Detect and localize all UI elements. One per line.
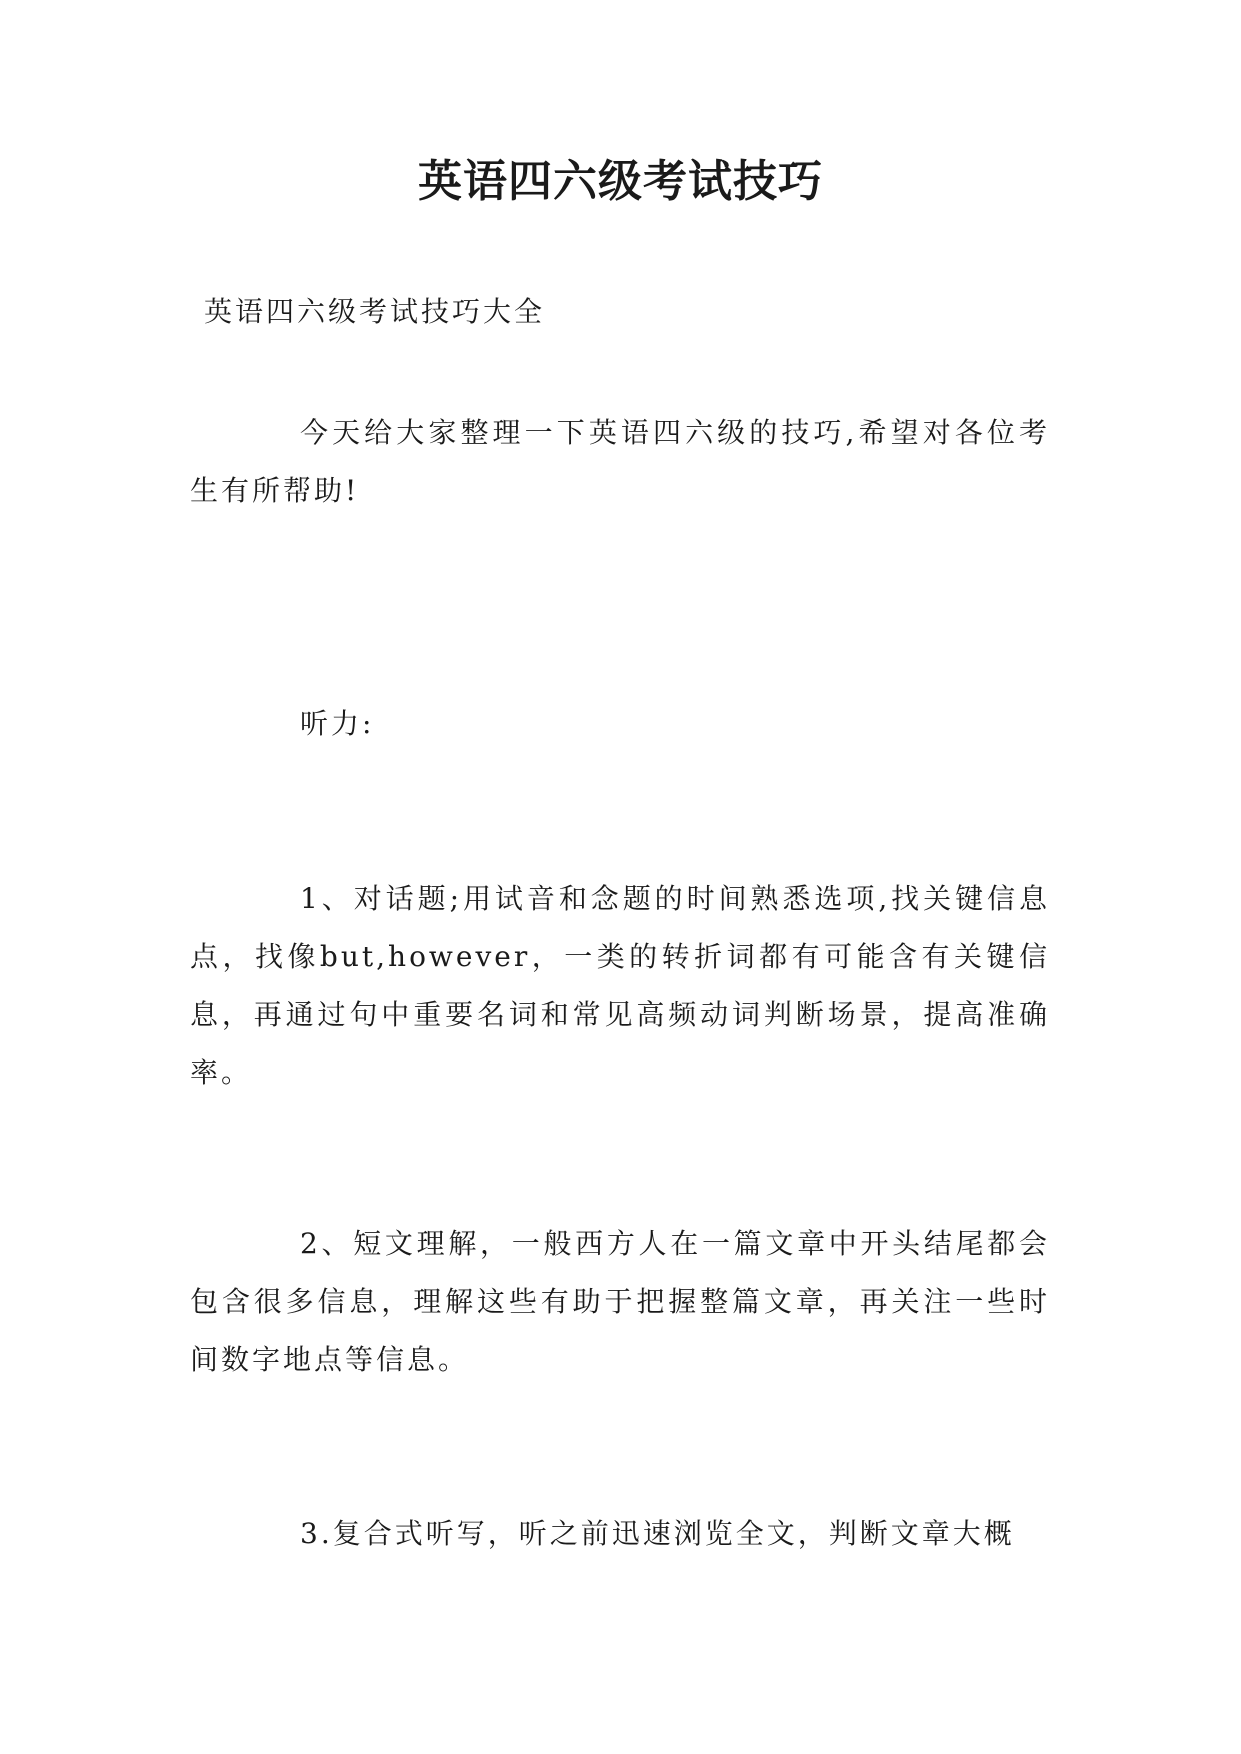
tip-paragraph-3: 3.复合式听写，听之前迅速浏览全文，判断文章大概 xyxy=(300,1517,1015,1550)
intro-paragraph: 今天给大家整理一下英语四六级的技巧,希望对各位考生有所帮助! xyxy=(190,416,1050,507)
tip-paragraph-2: 2、短文理解，一般西方人在一篇文章中开头结尾都会包含很多信息，理解这些有助于把握整篇文章，再关注一些时间数字地点等信息。 xyxy=(190,1227,1050,1376)
document-title: 英语四六级考试技巧 xyxy=(418,156,823,207)
listening-heading: 听力: xyxy=(300,707,375,740)
tip-paragraph-1: 1、对话题;用试音和念题的时间熟悉选项,找关键信息点，找像but,however，一类的转折词都有可能含有关键信息，再通过句中重要名词和常见高频动词判断场景，提高准确率。 xyxy=(190,882,1050,1089)
document-subtitle: 英语四六级考试技巧大全 xyxy=(204,295,546,328)
